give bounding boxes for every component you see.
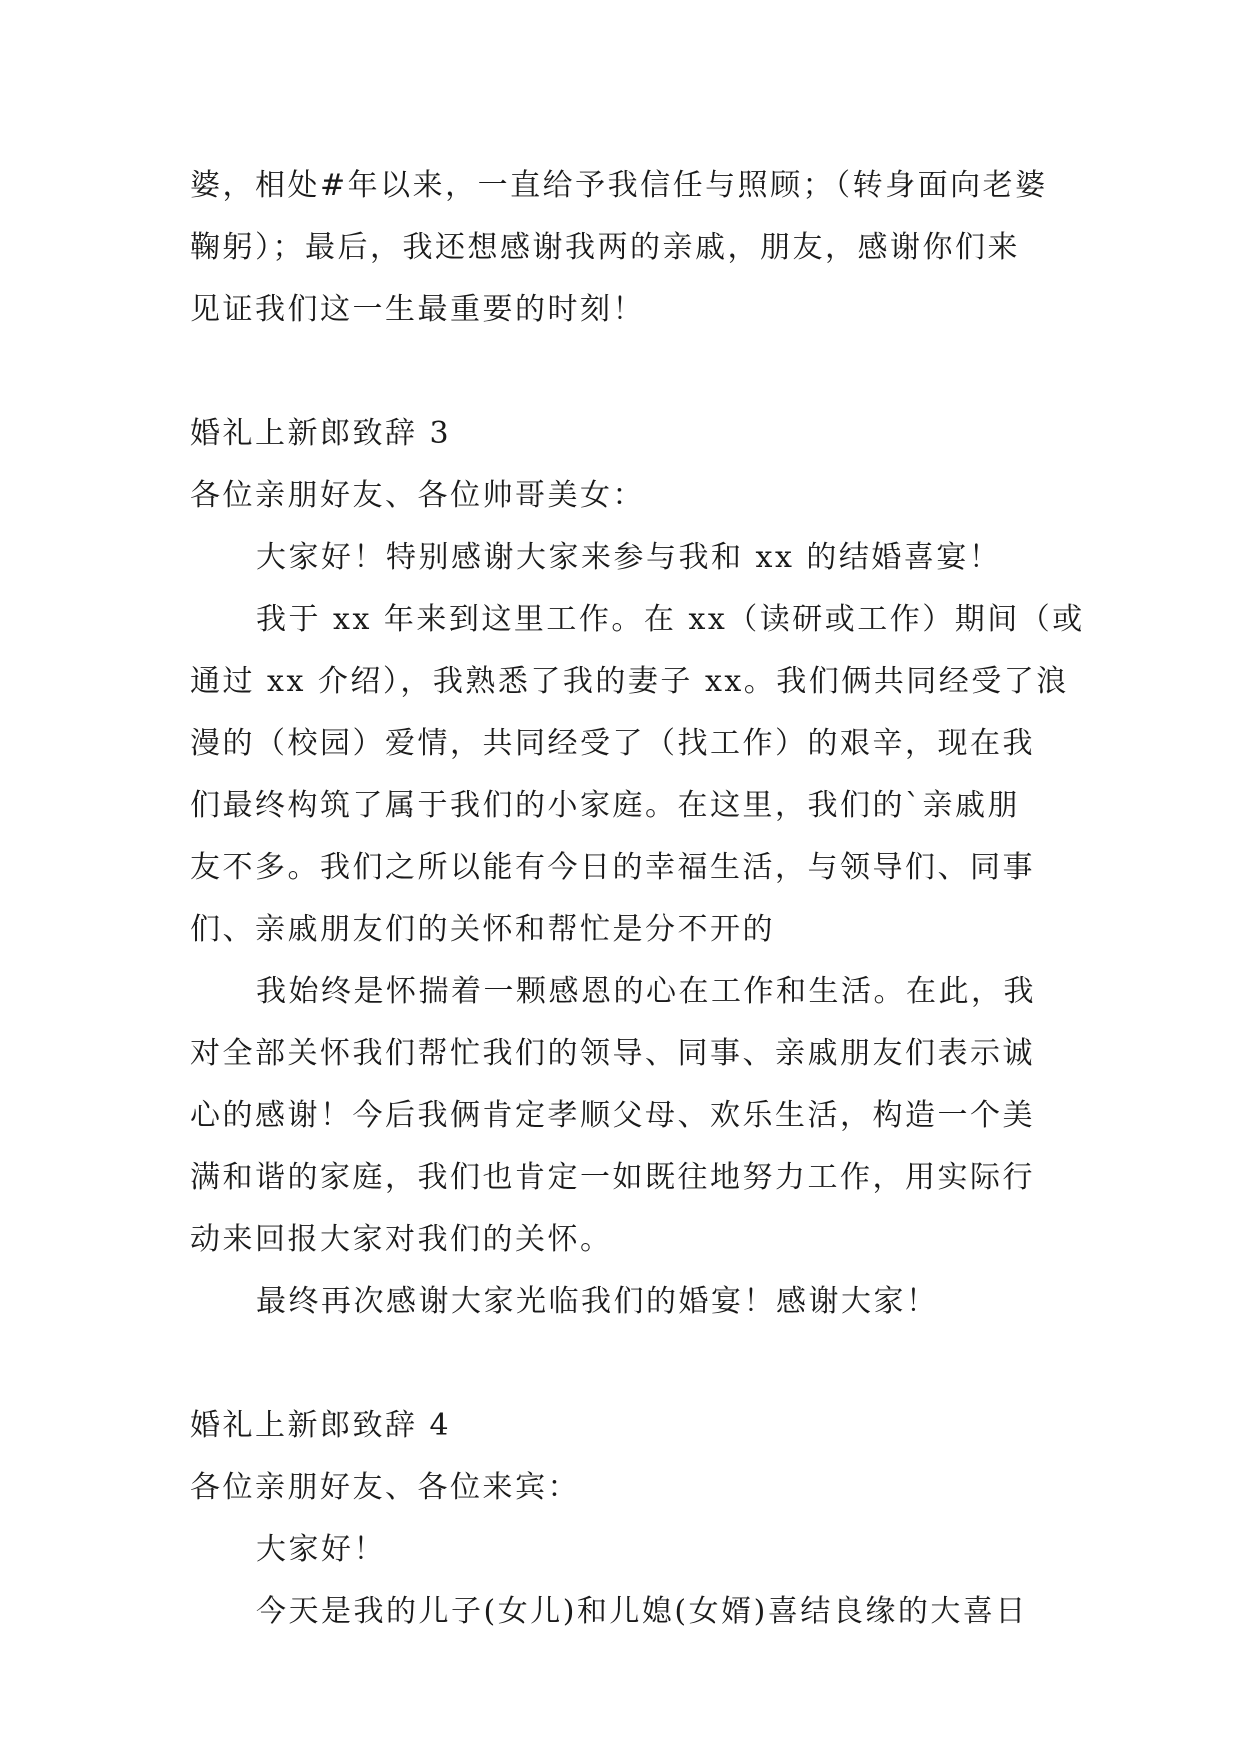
text-line: 满和谐的家庭，我们也肯定一如既往地努力工作，用实际行 [190, 1160, 1035, 1195]
text-line: 婆，相处#年以来，一直给予我信任与照顾；（转身面向老婆 [190, 168, 1048, 203]
text-line: 我始终是怀揣着一颗感恩的心在工作和生活。在此，我 [256, 974, 1036, 1009]
text-line: 最终再次感谢大家光临我们的婚宴！感谢大家！ [256, 1284, 939, 1319]
text-line: 我于 xx 年来到这里工作。在 xx（读研或工作）期间（或 [256, 602, 1085, 637]
text-line: 们、亲戚朋友们的关怀和帮忙是分不开的 [190, 912, 775, 947]
text-line: 们最终构筑了属于我们的小家庭。在这里，我们的`亲戚朋 [190, 788, 1020, 823]
text-line: 各位亲朋好友、各位来宾： [190, 1470, 580, 1505]
paragraph-gap [190, 341, 1060, 403]
text-line: 大家好！ [256, 1532, 386, 1567]
text-line: 通过 xx 介绍），我熟悉了我的妻子 xx。我们俩共同经受了浪 [190, 664, 1069, 699]
document-page [190, 155, 1085, 1643]
text-line: 各位亲朋好友、各位帅哥美女： [190, 478, 645, 513]
text-line: 对全部关怀我们帮忙我们的领导、同事、亲戚朋友们表示诚 [190, 1036, 1035, 1071]
text-line: 动来回报大家对我们的关怀。 [190, 1222, 613, 1257]
text-line: 鞠躬）；最后，我还想感谢我两的亲戚，朋友，感谢你们来 [190, 230, 1020, 265]
text-line: 心的感谢！今后我俩肯定孝顺父母、欢乐生活，构造一个美 [190, 1098, 1035, 1133]
text-line: 大家好！特别感谢大家来参与我和 xx 的结婚喜宴！ [256, 540, 1002, 575]
text-line: 婚礼上新郎致辞 3 [190, 416, 452, 451]
text-line: 见证我们这一生最重要的时刻！ [190, 292, 645, 327]
text-line: 今天是我的儿子(女儿)和儿媳(女婿)喜结良缘的大喜日 [256, 1594, 1028, 1629]
text-line: 友不多。我们之所以能有今日的幸福生活，与领导们、同事 [190, 850, 1035, 885]
text-line: 漫的（校园）爱情，共同经受了（找工作）的艰辛，现在我 [190, 726, 1035, 761]
text-line: 婚礼上新郎致辞 4 [190, 1408, 452, 1443]
paragraph-gap [190, 1333, 1060, 1395]
